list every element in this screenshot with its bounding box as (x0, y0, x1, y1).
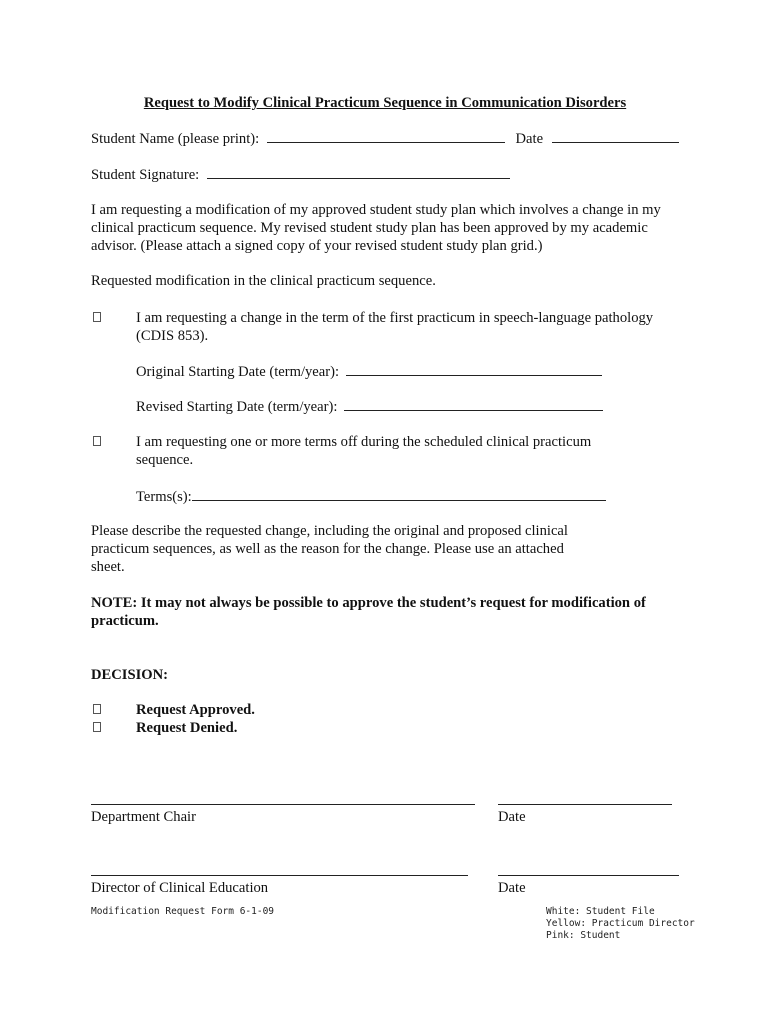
director-label: Director of Clinical Education (91, 880, 269, 896)
department-chair-date-line[interactable] (498, 804, 672, 805)
approved-checkbox[interactable] (93, 704, 101, 714)
terms-row (136, 487, 606, 506)
date-field[interactable] (552, 129, 679, 143)
student-signature-label: Student Signature: (91, 167, 200, 183)
decision-heading: DECISION: (91, 667, 169, 683)
option1-text: I am requesting a change in the term of the first practicum in speech-language pathology (CDIS 853). (136, 310, 654, 344)
student-name-row (91, 129, 679, 148)
department-chair-label: Department Chair (91, 809, 196, 825)
student-name-field[interactable] (267, 129, 505, 143)
denied-label: Request Denied. (136, 720, 238, 736)
original-date-field[interactable] (346, 362, 602, 376)
director-date-line[interactable] (498, 875, 679, 876)
original-date-label: Original Starting Date (term/year): (136, 364, 340, 380)
copy-pink: Pink: Student (546, 930, 621, 941)
terms-label: Terms(s): (136, 489, 192, 505)
revised-date-field[interactable] (344, 397, 603, 411)
revised-date-label: Revised Starting Date (term/year): (136, 399, 338, 415)
approved-label: Request Approved. (136, 702, 255, 718)
revised-date-row (136, 397, 603, 416)
describe-paragraph: Please describe the requested change, including the original and proposed clinical practicum sequences, as well as the reason for the change. Please use an attached sheet. (91, 523, 568, 575)
note-text: NOTE: It may not always be possible to approve the student’s request for modification of practicum. (91, 595, 646, 629)
intro-paragraph: I am requesting a modification of my approved student study plan which involves a change in my clinical practicum sequence. My revised student study plan has been approved by my academic advisor. (Please attach a signed copy of your revised student study plan grid.) (91, 202, 661, 254)
option2-text: I am requesting one or more terms off during the scheduled clinical practicum sequence. (136, 434, 592, 468)
original-date-row (136, 362, 602, 381)
copy-yellow: Yellow: Practicum Director (546, 918, 695, 929)
terms-field[interactable] (192, 487, 606, 501)
department-chair-signature-line[interactable] (91, 804, 475, 805)
student-signature-row (91, 165, 510, 184)
student-name-label: Student Name (please print): (91, 131, 260, 147)
student-signature-field[interactable] (207, 165, 510, 179)
department-chair-date-label: Date (498, 809, 526, 825)
director-date-label: Date (498, 880, 526, 896)
form-id: Modification Request Form 6-1-09 (91, 906, 275, 917)
page-title: Request to Modify Clinical Practicum Sequence in Communication Disorders (143, 95, 627, 111)
requested-modification-label: Requested modification in the clinical practicum sequence. (91, 273, 436, 289)
denied-checkbox[interactable] (93, 722, 101, 732)
copy-white: White: Student File (546, 906, 655, 917)
option2-checkbox[interactable] (93, 436, 101, 446)
date-label: Date (515, 131, 544, 147)
director-signature-line[interactable] (91, 875, 468, 876)
option1-checkbox[interactable] (93, 312, 101, 322)
